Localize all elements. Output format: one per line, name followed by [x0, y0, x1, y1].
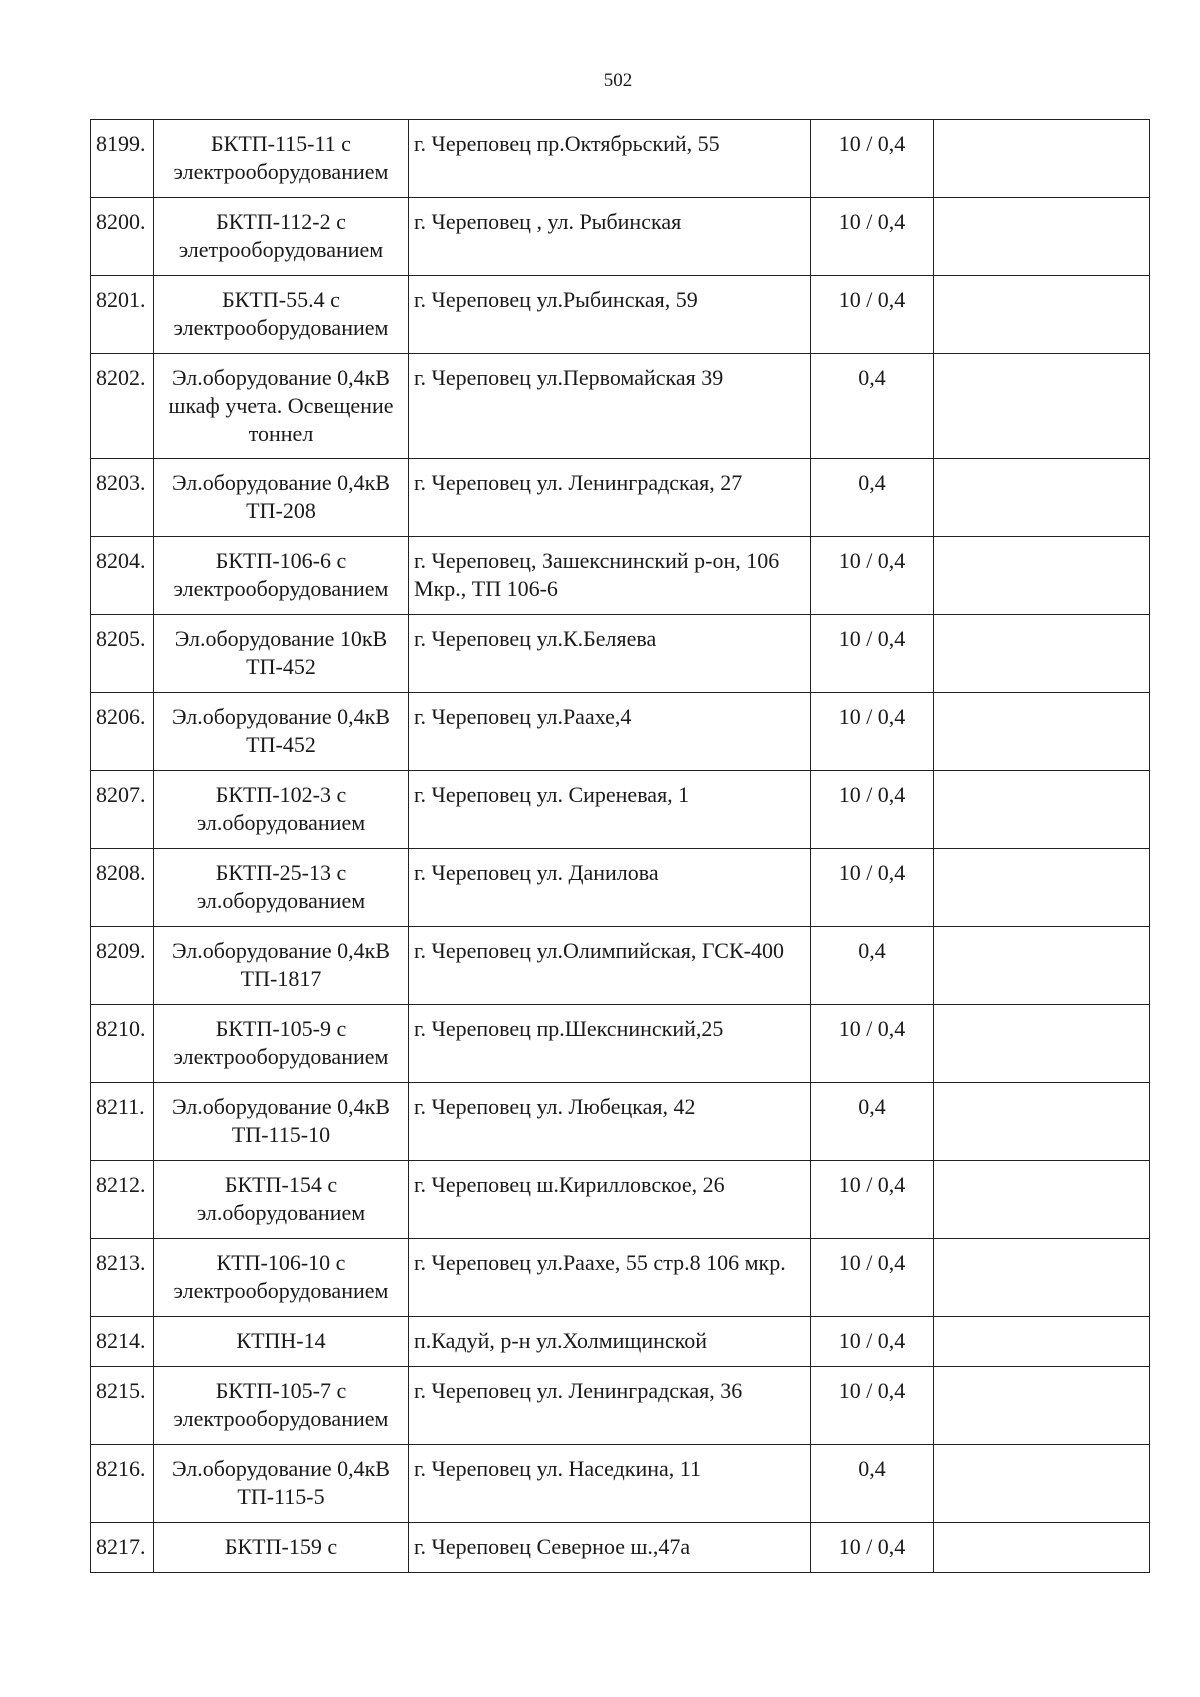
table-row: [91, 849, 1150, 927]
row-number: 8212.: [91, 1161, 154, 1239]
empty-cell: [934, 537, 1150, 615]
empty-cell: [934, 1523, 1150, 1573]
table-row: [91, 927, 1150, 1005]
equipment-voltage: 0,4: [811, 459, 934, 537]
equipment-address: г. Череповец ул. Наседкина, 11: [409, 1445, 811, 1523]
equipment-voltage: 0,4: [811, 1445, 934, 1523]
equipment-address: г. Череповец ул.Рыбинская, 59: [409, 276, 811, 354]
row-number: 8203.: [91, 459, 154, 537]
equipment-name: БКТП-159 с: [154, 1523, 409, 1573]
empty-cell: [934, 615, 1150, 693]
equipment-address: г. Череповец , ул. Рыбинская: [409, 198, 811, 276]
row-number: 8215.: [91, 1367, 154, 1445]
empty-cell: [934, 198, 1150, 276]
table-row: [91, 1317, 1150, 1367]
equipment-address: г. Череповец ул.Раахе,4: [409, 693, 811, 771]
table-row: [91, 1367, 1150, 1445]
equipment-name: БКТП-105-9 с электрооборудованием: [154, 1005, 409, 1083]
equipment-name: Эл.оборудование 0,4кВ ТП-452: [154, 693, 409, 771]
equipment-name: Эл.оборудование 0,4кВ ТП-208: [154, 459, 409, 537]
empty-cell: [934, 1239, 1150, 1317]
equipment-voltage: 10 / 0,4: [811, 849, 934, 927]
equipment-address: г. Череповец ул.Первомайская 39: [409, 354, 811, 459]
equipment-name: Эл.оборудование 10кВ ТП-452: [154, 615, 409, 693]
equipment-voltage: 10 / 0,4: [811, 120, 934, 198]
empty-cell: [934, 693, 1150, 771]
empty-cell: [934, 1367, 1150, 1445]
equipment-voltage: 10 / 0,4: [811, 198, 934, 276]
equipment-voltage: 10 / 0,4: [811, 1161, 934, 1239]
equipment-address: г. Череповец ул. Сиреневая, 1: [409, 771, 811, 849]
equipment-voltage: 10 / 0,4: [811, 1005, 934, 1083]
equipment-voltage: 10 / 0,4: [811, 615, 934, 693]
equipment-name: БКТП-112-2 с элетрооборудованием: [154, 198, 409, 276]
equipment-name: Эл.оборудование 0,4кВ шкаф учета. Освещение тоннел: [154, 354, 409, 459]
row-number: 8201.: [91, 276, 154, 354]
row-number: 8217.: [91, 1523, 154, 1573]
equipment-name: БКТП-154 с эл.оборудованием: [154, 1161, 409, 1239]
equipment-voltage: 0,4: [811, 354, 934, 459]
row-number: 8211.: [91, 1083, 154, 1161]
table-row: [91, 1239, 1150, 1317]
equipment-address: г. Череповец, Зашекснинский р-он, 106 Мкр., ТП 106-6: [409, 537, 811, 615]
row-number: 8207.: [91, 771, 154, 849]
row-number: 8206.: [91, 693, 154, 771]
empty-cell: [934, 276, 1150, 354]
empty-cell: [934, 771, 1150, 849]
equipment-table-body: [91, 120, 1150, 1573]
table-row: [91, 615, 1150, 693]
empty-cell: [934, 120, 1150, 198]
table-row: [91, 1083, 1150, 1161]
equipment-voltage: 10 / 0,4: [811, 276, 934, 354]
empty-cell: [934, 849, 1150, 927]
equipment-address: г. Череповец ул.К.Беляева: [409, 615, 811, 693]
equipment-address: г. Череповец ул. Ленинградская, 27: [409, 459, 811, 537]
empty-cell: [934, 1161, 1150, 1239]
row-number: 8216.: [91, 1445, 154, 1523]
equipment-address: г. Череповец пр.Октябрьский, 55: [409, 120, 811, 198]
equipment-name: КТП-106-10 с электрооборудованием: [154, 1239, 409, 1317]
equipment-voltage: 10 / 0,4: [811, 693, 934, 771]
table-row: [91, 1005, 1150, 1083]
row-number: 8214.: [91, 1317, 154, 1367]
equipment-name: БКТП-55.4 с электрооборудованием: [154, 276, 409, 354]
equipment-address: г. Череповец пр.Шекснинский,25: [409, 1005, 811, 1083]
equipment-voltage: 10 / 0,4: [811, 1523, 934, 1573]
table-row: [91, 459, 1150, 537]
equipment-address: г. Череповец Северное ш.,47а: [409, 1523, 811, 1573]
equipment-name: КТПН-14: [154, 1317, 409, 1367]
table-row: [91, 198, 1150, 276]
empty-cell: [934, 1005, 1150, 1083]
row-number: 8200.: [91, 198, 154, 276]
equipment-address: г. Череповец ул. Любецкая, 42: [409, 1083, 811, 1161]
page-number: 502: [603, 70, 633, 91]
equipment-voltage: 10 / 0,4: [811, 1367, 934, 1445]
table-row: [91, 771, 1150, 849]
row-number: 8213.: [91, 1239, 154, 1317]
table-row: [91, 354, 1150, 459]
table-row: [91, 276, 1150, 354]
equipment-name: Эл.оборудование 0,4кВ ТП-1817: [154, 927, 409, 1005]
empty-cell: [934, 459, 1150, 537]
row-number: 8199.: [91, 120, 154, 198]
equipment-voltage: 0,4: [811, 1083, 934, 1161]
equipment-name: Эл.оборудование 0,4кВ ТП-115-5: [154, 1445, 409, 1523]
equipment-address: г. Череповец ул.Олимпийская, ГСК-400: [409, 927, 811, 1005]
table-row: [91, 1523, 1150, 1573]
equipment-name: Эл.оборудование 0,4кВ ТП-115-10: [154, 1083, 409, 1161]
equipment-name: БКТП-106-6 с электрооборудованием: [154, 537, 409, 615]
table-row: [91, 1445, 1150, 1523]
equipment-voltage: 0,4: [811, 927, 934, 1005]
empty-cell: [934, 1083, 1150, 1161]
empty-cell: [934, 1317, 1150, 1367]
equipment-voltage: 10 / 0,4: [811, 537, 934, 615]
equipment-address: п.Кадуй, р-н ул.Холмищинской: [409, 1317, 811, 1367]
empty-cell: [934, 1445, 1150, 1523]
equipment-name: БКТП-105-7 с электрооборудованием: [154, 1367, 409, 1445]
row-number: 8208.: [91, 849, 154, 927]
equipment-table: [90, 119, 1150, 1573]
equipment-name: БКТП-25-13 с эл.оборудованием: [154, 849, 409, 927]
equipment-voltage: 10 / 0,4: [811, 1317, 934, 1367]
equipment-address: г. Череповец ш.Кирилловское, 26: [409, 1161, 811, 1239]
empty-cell: [934, 927, 1150, 1005]
equipment-address: г. Череповец ул. Данилова: [409, 849, 811, 927]
row-number: 8202.: [91, 354, 154, 459]
row-number: 8205.: [91, 615, 154, 693]
table-row: [91, 120, 1150, 198]
equipment-address: г. Череповец ул. Ленинградская, 36: [409, 1367, 811, 1445]
empty-cell: [934, 354, 1150, 459]
table-row: [91, 693, 1150, 771]
equipment-voltage: 10 / 0,4: [811, 1239, 934, 1317]
row-number: 8209.: [91, 927, 154, 1005]
table-row: [91, 1161, 1150, 1239]
equipment-address: г. Череповец ул.Раахе, 55 стр.8 106 мкр.: [409, 1239, 811, 1317]
row-number: 8210.: [91, 1005, 154, 1083]
equipment-voltage: 10 / 0,4: [811, 771, 934, 849]
equipment-name: БКТП-115-11 с электрооборудованием: [154, 120, 409, 198]
table-row: [91, 537, 1150, 615]
row-number: 8204.: [91, 537, 154, 615]
equipment-name: БКТП-102-3 с эл.оборудованием: [154, 771, 409, 849]
